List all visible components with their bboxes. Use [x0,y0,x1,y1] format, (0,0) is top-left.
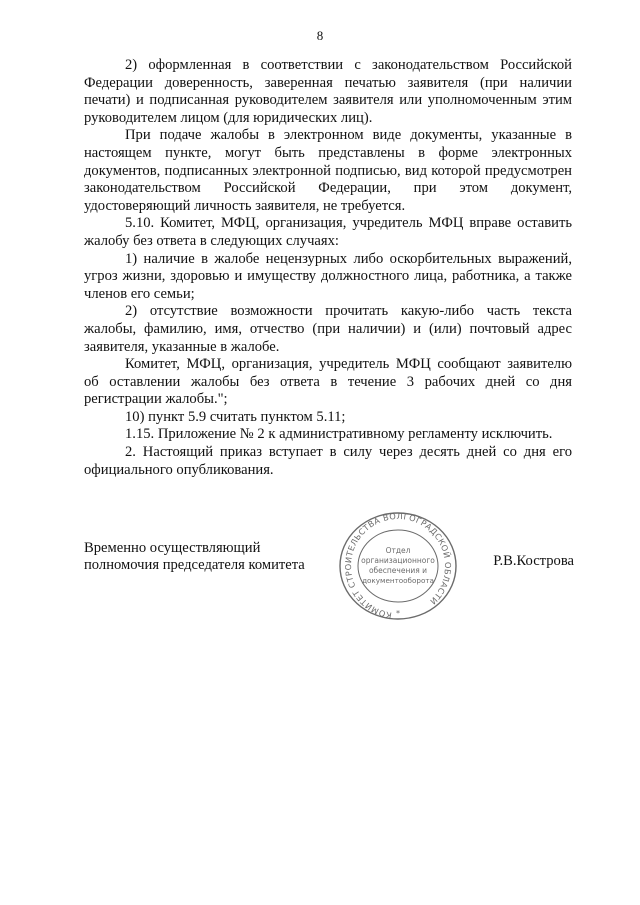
stamp-inner-line: Отдел [385,546,411,555]
paragraph: 5.10. Комитет, МФЦ, организация, учредитель МФЦ вправе оставить жалобу без ответа в следующих случаях: [84,215,572,249]
paragraph: 2) отсутствие возможности прочитать какую-либо часть текста жалобы, фамилию, имя, отчество (при наличии) и (или) почтовый адрес заявителя, указанные в жалобе. [84,303,572,355]
stamp-inner-line: организационного [361,556,435,565]
paragraph: 1) наличие в жалобе нецензурных либо оскорбительных выражений, угроз жизни, здоровью и имуществу должностного лица, работника, а также членов его семьи; [84,250,572,302]
paragraph: 1.15. Приложение № 2 к административному регламенту исключить. [125,426,553,443]
signer-position-line: полномочия председателя комитета [84,556,305,573]
paragraph: 10) пункт 5.9 считать пунктом 5.11; [125,408,346,425]
official-stamp [336,510,460,622]
stamp-inner-line: обеспечения и [368,566,428,575]
paragraph: Комитет, МФЦ, организация, учредитель МФЦ сообщают заявителю об оставлении жалобы без ответа в течение 3 рабочих дней со дня регистрации жалобы."; [84,356,572,408]
stamp-inner-line: документооборота [362,576,434,585]
stamp-star-icon: * [396,609,400,618]
document-body [84,57,572,479]
stamp-outer-text: КОМИТЕТ СТРОИТЕЛЬСТВА ВОЛГОГРАДСКОЙ ОБЛАСТИ [342,510,454,621]
page-number: 8 [316,28,324,43]
paragraph: 2. Настоящий приказ вступает в силу через десять дней со дня его официального опубликования. [84,444,572,478]
paragraph: При подаче жалобы в электронном виде документы, указанные в настоящем пункте, могут быть представлены в форме электронных документов, подписанных электронной подписью, вид которой предусмотрен законодательством Российской Федерации, при этом документ, удостоверяющий личность заявителя, не требуется. [84,127,572,214]
signature-block [84,510,574,620]
signer-position [84,540,305,573]
signer-name: Р.В.Кострова [493,553,574,569]
paragraph: 2) оформленная в соответствии с законодательством Российской Федерации доверенность, заверенная печатью заявителя (при наличии печати) и подписанная руководителем заявителя или уполномоченным этим руководителем лицом (для юридических лиц). [84,57,572,126]
signer-position-line: Временно осуществляющий [84,540,261,556]
